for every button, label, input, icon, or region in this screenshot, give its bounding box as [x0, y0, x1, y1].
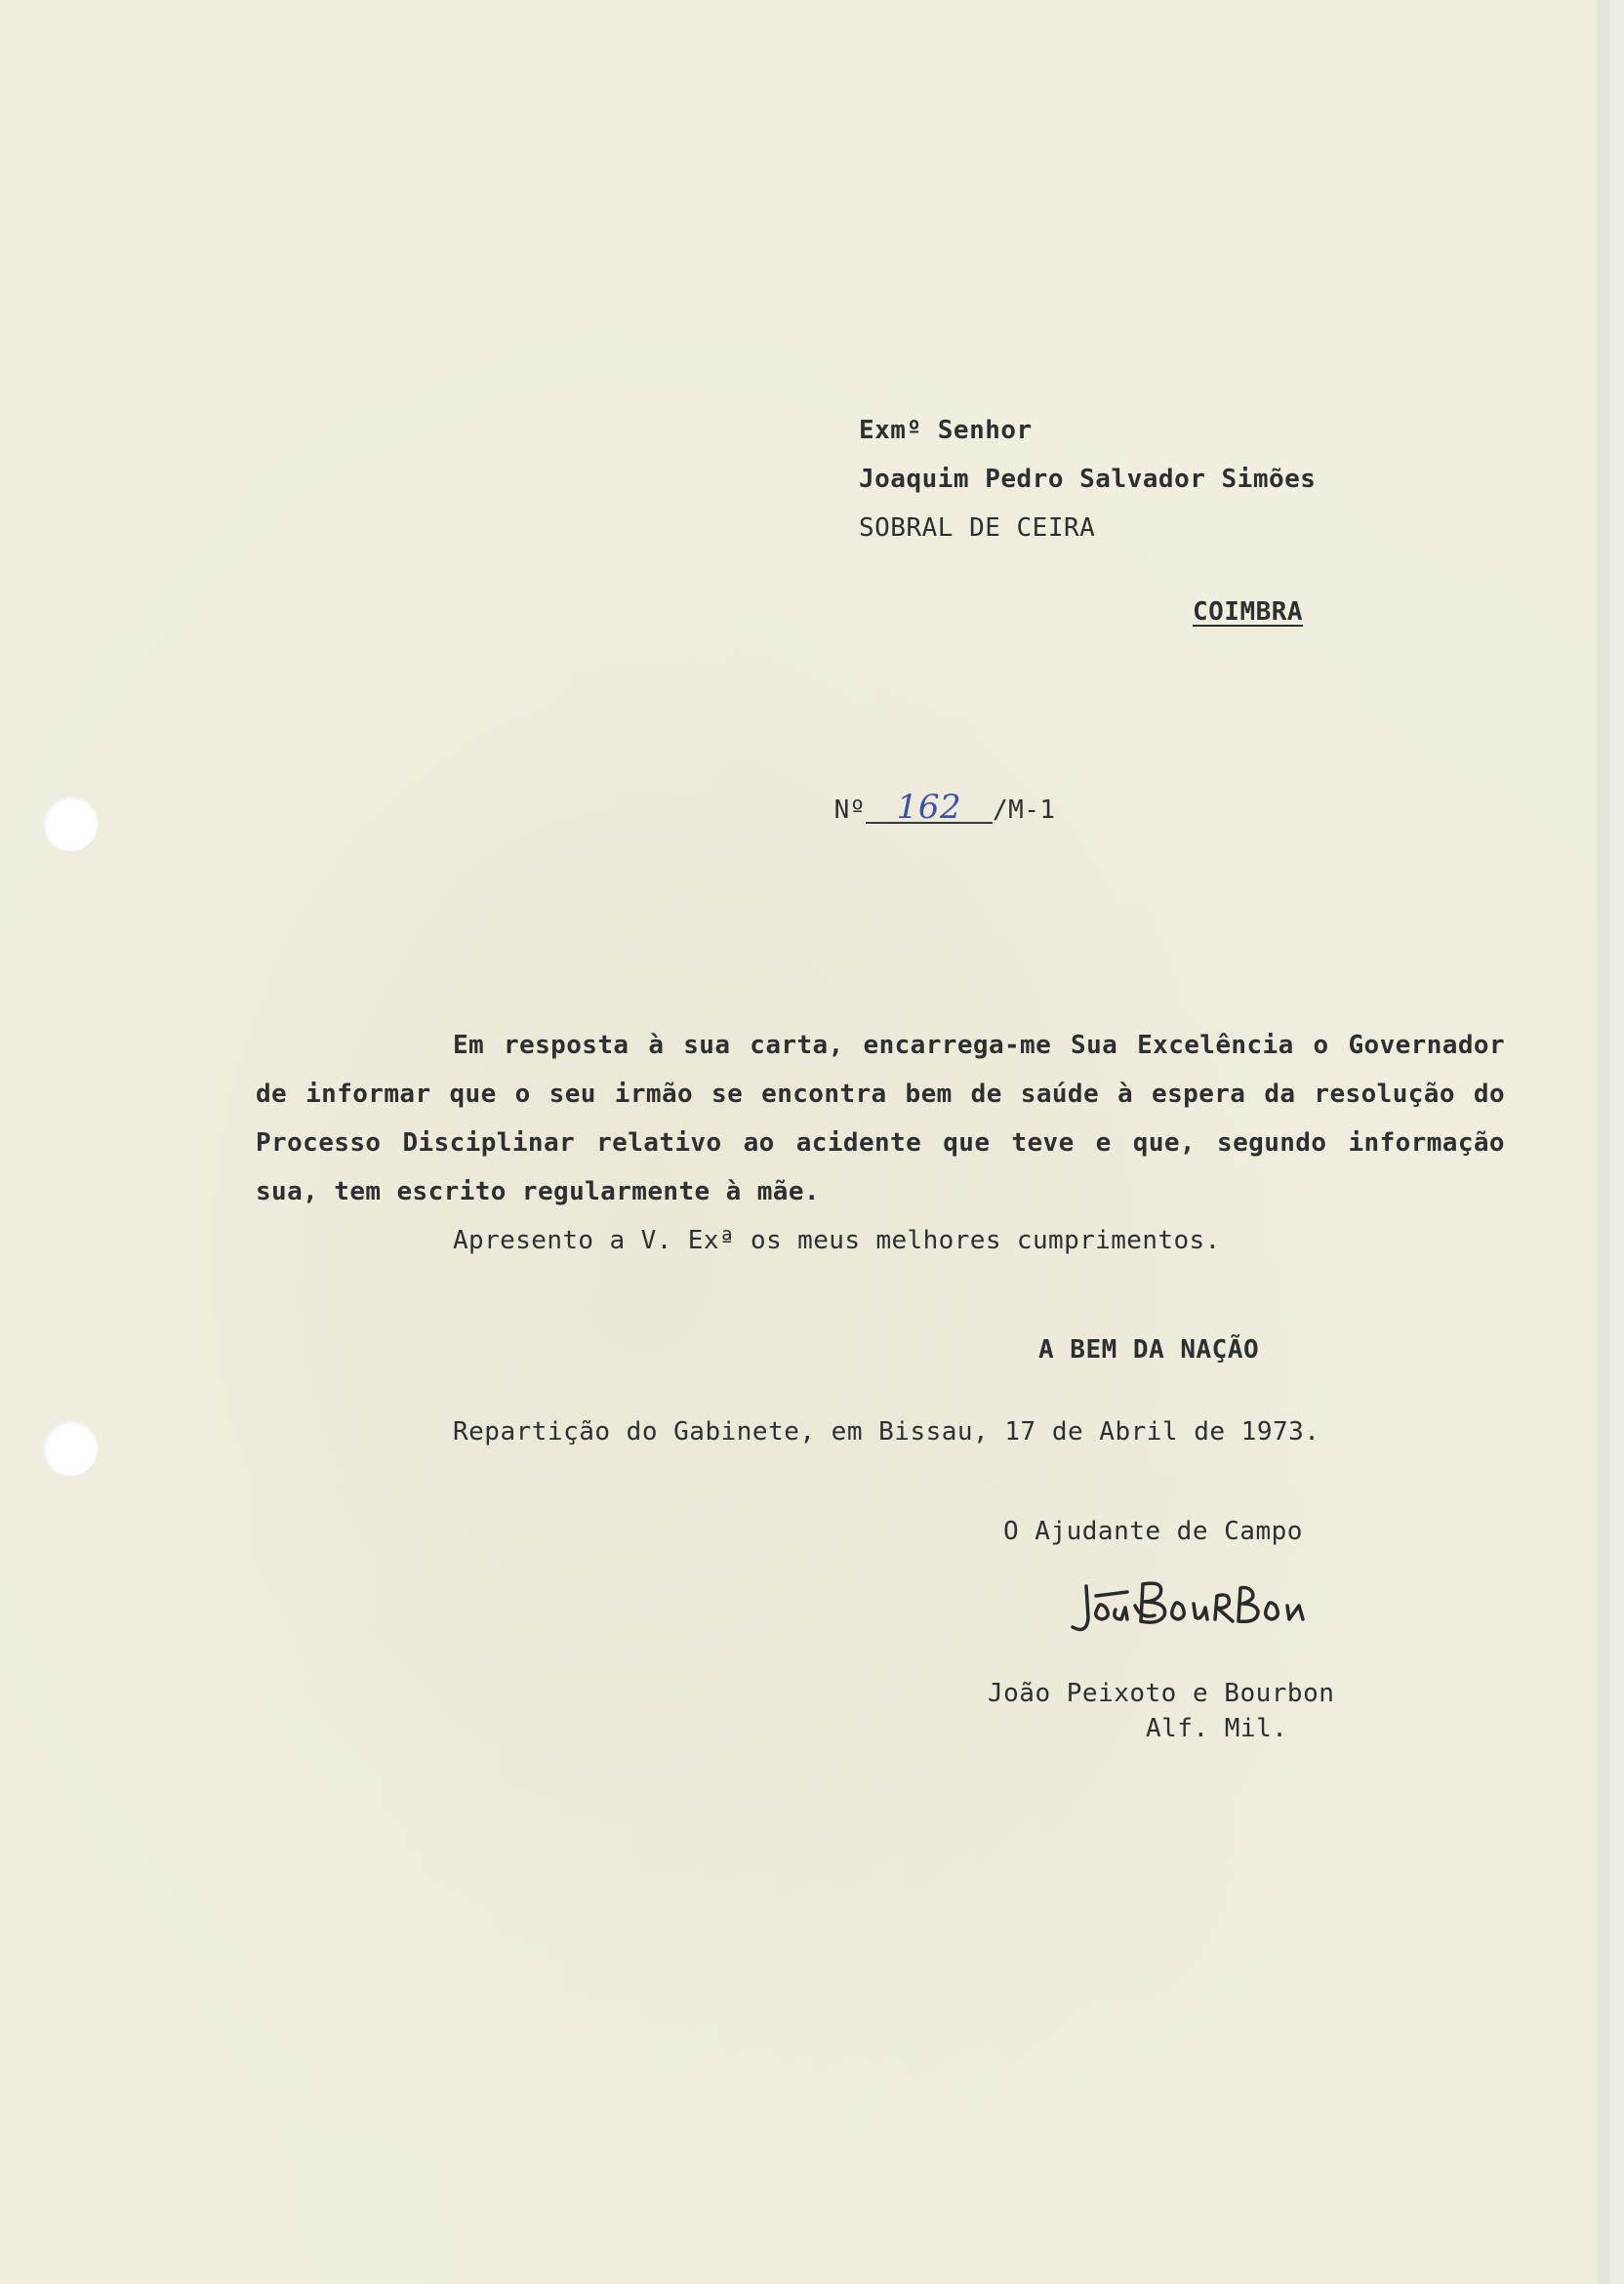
signatory-rank: Alf. Mil.	[1146, 1714, 1288, 1743]
punch-hole-bottom	[43, 1421, 98, 1476]
recipient-name: Joaquim Pedro Salvador Simões	[859, 465, 1317, 494]
reference-number	[771, 759, 1056, 860]
recipient-locality: SOBRAL DE CEIRA	[859, 513, 1096, 543]
closing-motto: A BEM DA NAÇÃO	[1038, 1335, 1260, 1365]
body-paragraph-2: Apresento a V. Exª os meus melhores cumprimentos.	[453, 1226, 1221, 1255]
handwritten-signature	[1059, 1567, 1313, 1645]
body-paragraph-1: Em resposta à sua carta, encarrega-me Sua Excelência o Governador de informar que o seu irmão se encontra bem de saúde à espera da resolução do Processo Disciplinar relativo ao acidente que teve e que, segundo informação sua, tem escrito regularmente à mãe.	[256, 1031, 1505, 1206]
closing-role: O Ajudante de Campo	[1003, 1517, 1303, 1546]
recipient-salutation: Exmº Senhor	[859, 416, 1033, 445]
punch-hole-top	[43, 796, 98, 851]
reference-suffix: /M-1	[992, 795, 1056, 825]
paper-edge	[1597, 0, 1610, 2284]
reference-handwritten-number: 162	[866, 793, 993, 824]
recipient-city: COIMBRA	[1193, 597, 1304, 627]
signatory-name: João Peixoto e Bourbon	[988, 1679, 1335, 1708]
letter-body	[256, 1021, 1505, 1265]
reference-prefix: Nº	[833, 795, 866, 825]
closing-place-date: Repartição do Gabinete, em Bissau, 17 de Abril de 1973.	[453, 1417, 1320, 1447]
